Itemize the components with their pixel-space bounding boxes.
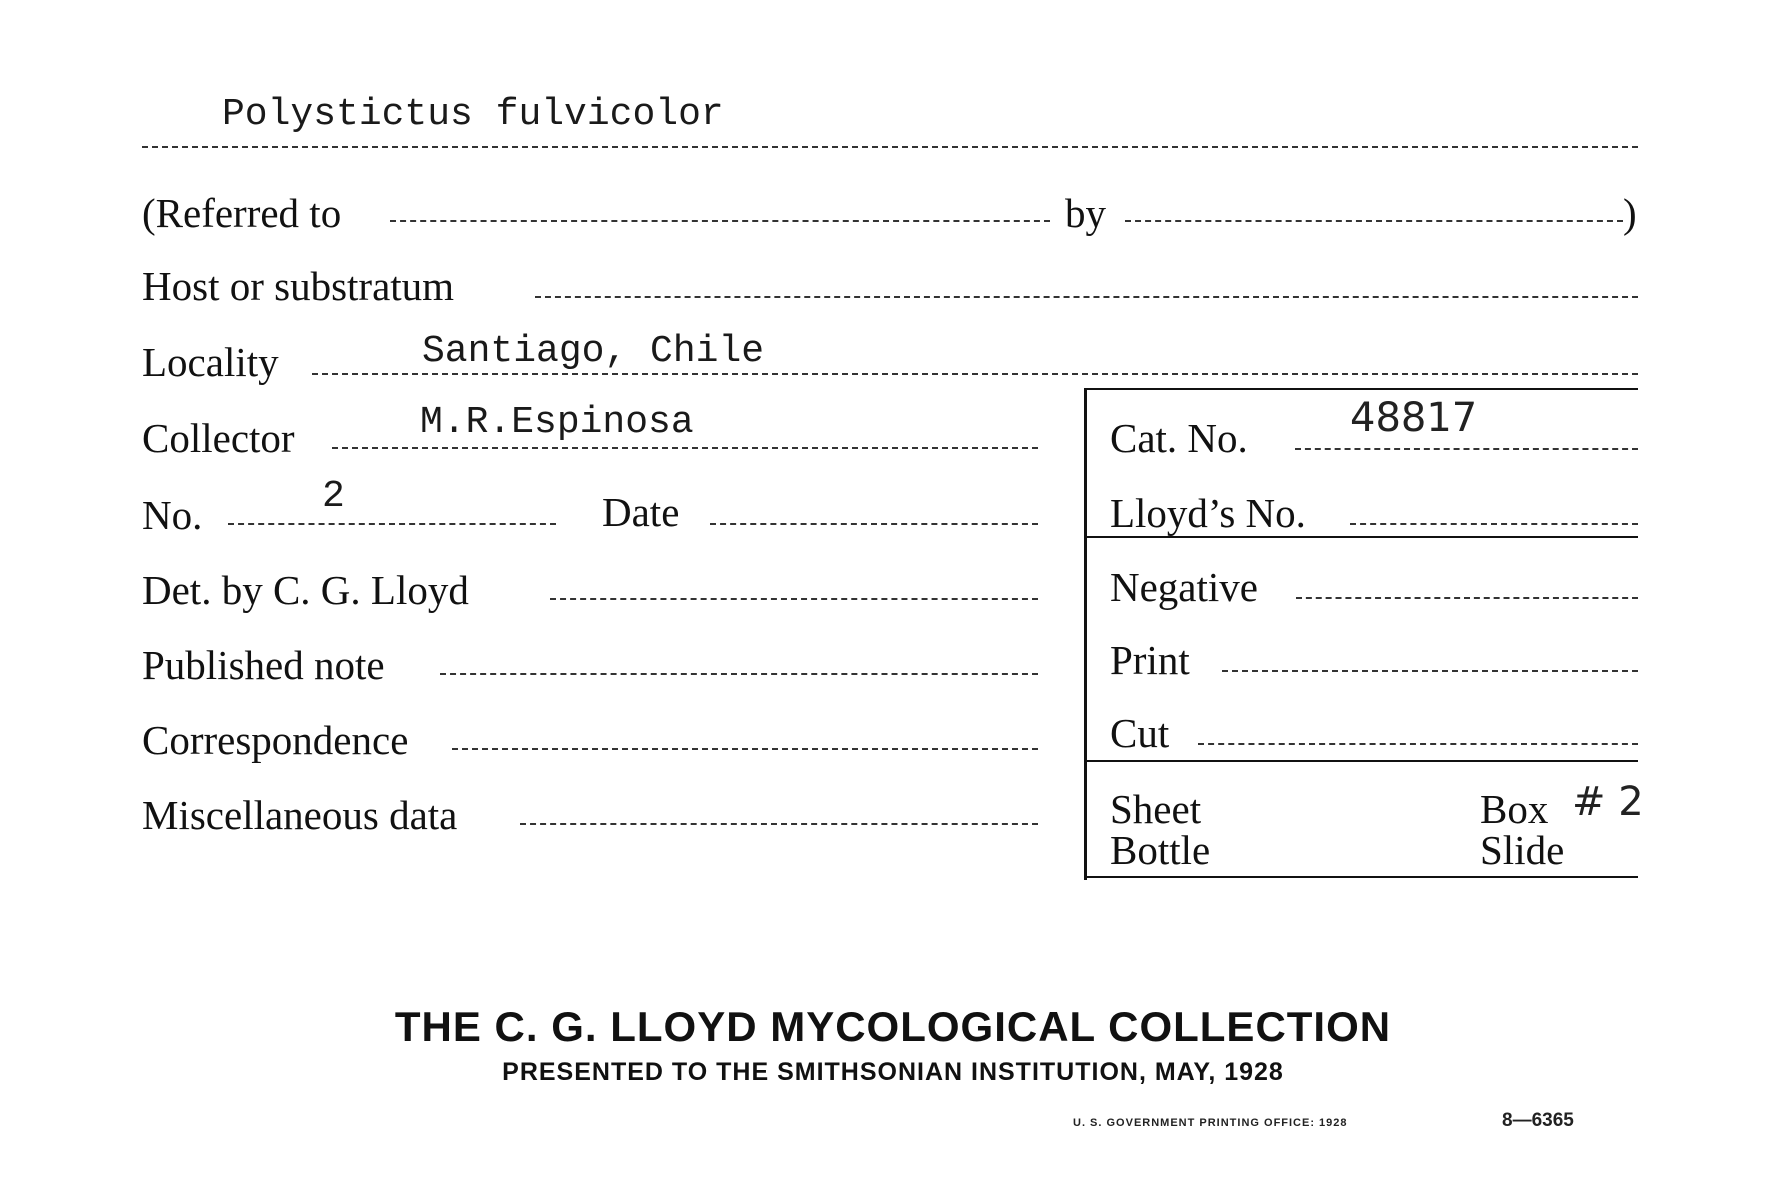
published-label: Published note	[142, 642, 385, 688]
cat-no-rule	[1295, 448, 1638, 450]
form-number: 8—6365	[1502, 1110, 1574, 1131]
referred-label: (Referred to	[142, 190, 342, 236]
det-rule	[550, 598, 1038, 600]
slide-label: Slide	[1480, 827, 1565, 873]
box-left-border	[1084, 388, 1087, 880]
cut-rule	[1198, 743, 1638, 745]
date-rule	[710, 523, 1038, 525]
lloyds-no-label: Lloyd’s No.	[1110, 490, 1306, 536]
locality-value: Santiago, Chile	[422, 330, 765, 373]
referred-close: )	[1623, 190, 1637, 236]
correspondence-label: Correspondence	[142, 717, 409, 763]
misc-rule	[520, 823, 1038, 825]
box-label: Box	[1480, 786, 1549, 832]
referred-by-rule	[1125, 220, 1623, 222]
no-rule	[228, 523, 556, 525]
locality-label: Locality	[142, 339, 279, 385]
negative-rule	[1296, 597, 1638, 599]
negative-label: Negative	[1110, 564, 1258, 610]
collection-subtitle: PRESENTED TO THE SMITHSONIAN INSTITUTION, MAY, 1928	[502, 1058, 1284, 1086]
box-divider-2	[1086, 760, 1638, 762]
referred-by-label: by	[1065, 190, 1106, 236]
print-label: Print	[1110, 637, 1190, 683]
box-bottom-border	[1086, 876, 1638, 878]
lloyds-no-rule	[1350, 523, 1638, 525]
collector-label: Collector	[142, 415, 295, 461]
date-label: Date	[602, 489, 680, 535]
no-value: 2	[322, 475, 345, 518]
species-rule	[142, 146, 1638, 148]
locality-rule	[312, 373, 1638, 375]
correspondence-rule	[452, 748, 1038, 750]
host-label: Host or substratum	[142, 263, 455, 309]
print-rule	[1222, 670, 1638, 672]
no-label: No.	[142, 492, 203, 538]
box-divider-1	[1086, 536, 1638, 538]
cat-no-value: 48817	[1350, 395, 1478, 441]
cut-label: Cut	[1110, 710, 1170, 756]
printer-imprint: U. S. GOVERNMENT PRINTING OFFICE: 1928	[1073, 1117, 1348, 1129]
misc-label: Miscellaneous data	[142, 792, 458, 838]
published-rule	[440, 673, 1038, 675]
det-label: Det. by C. G. Lloyd	[142, 567, 469, 613]
collector-value: M.R.Espinosa	[420, 401, 694, 444]
host-rule	[535, 296, 1638, 298]
collection-title: THE C. G. LLOYD MYCOLOGICAL COLLECTION	[394, 1003, 1392, 1050]
collector-rule	[332, 447, 1038, 449]
referred-rule	[390, 220, 1050, 222]
box-value: # 2	[1572, 779, 1644, 825]
box-top-border	[1086, 388, 1638, 390]
cat-no-label: Cat. No.	[1110, 415, 1248, 461]
bottle-label: Bottle	[1110, 827, 1211, 873]
sheet-label: Sheet	[1110, 786, 1202, 832]
species-name: Polystictus fulvicolor	[222, 93, 724, 136]
